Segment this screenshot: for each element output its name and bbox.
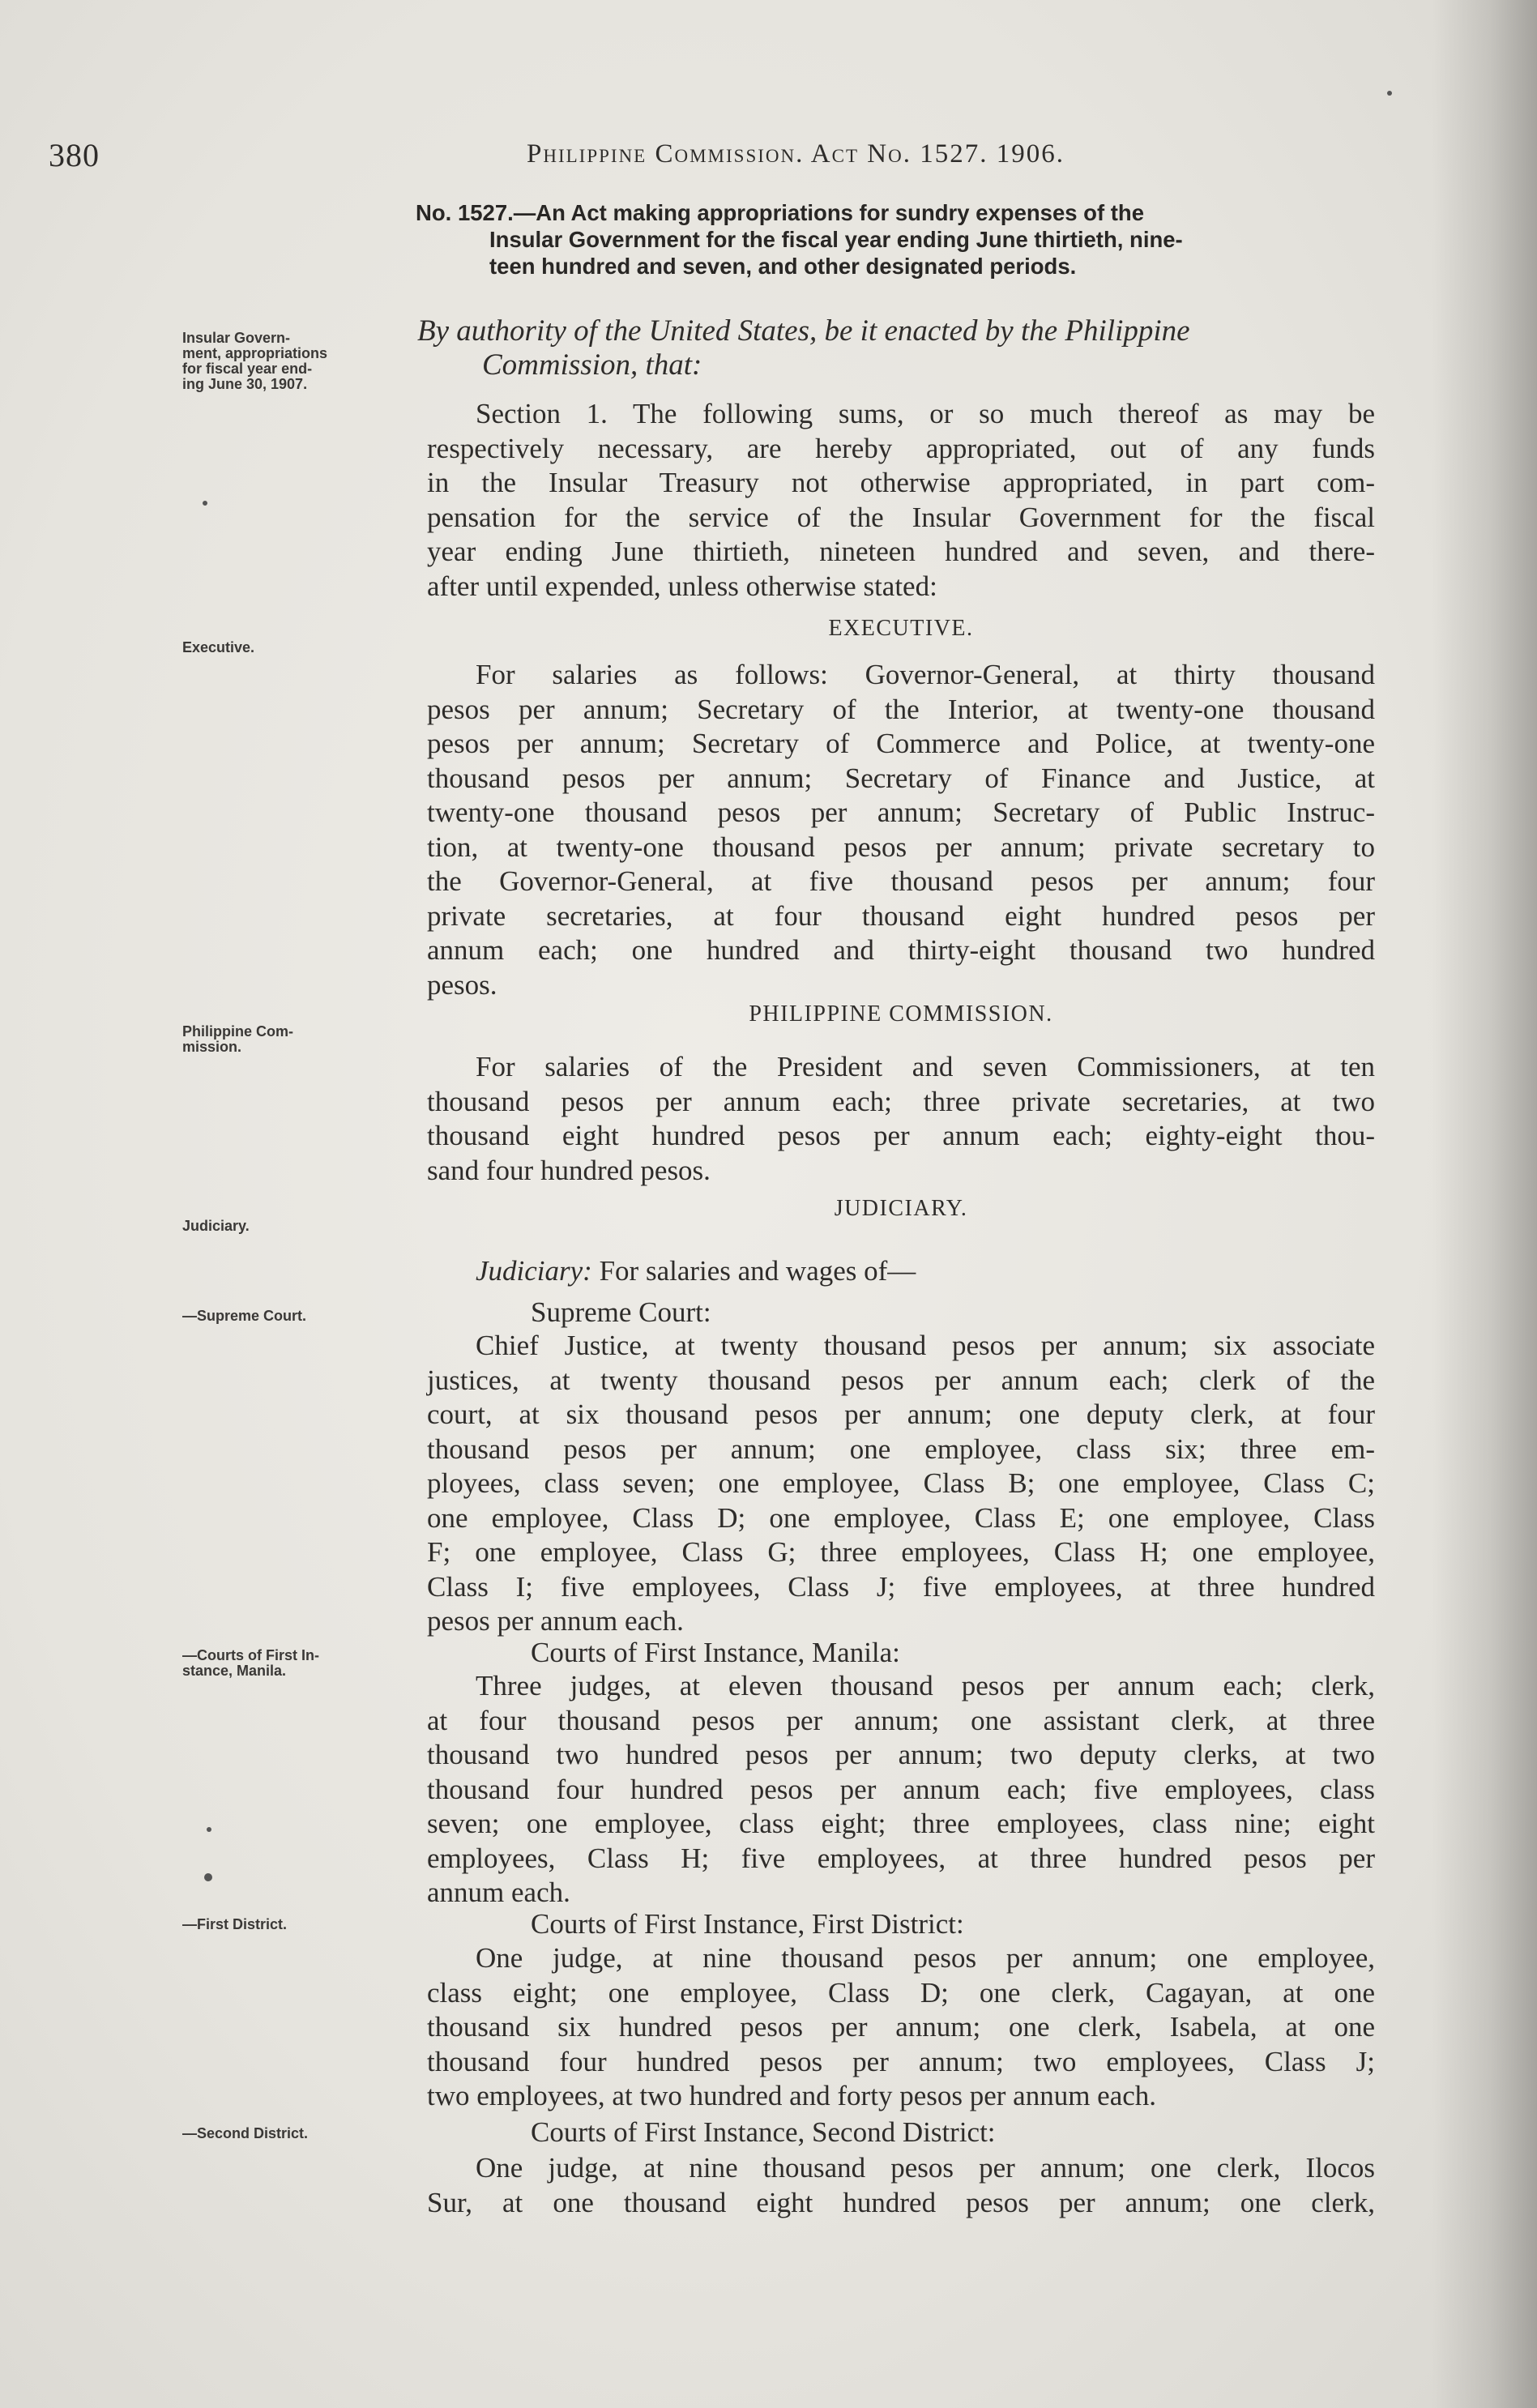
margin-note-line: Executive. xyxy=(182,639,255,655)
text-line: one employee, Class D; one employee, Class E; one employee, Class xyxy=(427,1501,1375,1534)
act-title-line: No. 1527.—An Act making appropriations for sundry expenses of the xyxy=(416,200,1145,225)
text-line: pesos per annum; Secretary of Commerce and Police, at twenty-one xyxy=(427,728,1375,759)
text-line: pensation for the service of the Insular Government for the fiscal xyxy=(427,501,1375,533)
text-line: For salaries as follows: Governor-General, at thirty thousand xyxy=(476,659,1375,690)
text-line: court, at six thousand pesos per annum; one deputy clerk, at four xyxy=(427,1398,1375,1430)
text-line: thousand eight hundred pesos per annum each; eighty-eight thou- xyxy=(427,1120,1375,1151)
manila-paragraph xyxy=(427,1669,1375,1911)
text-line: sand four hundred pesos. xyxy=(427,1154,711,1186)
margin-note-line: stance, Manila. xyxy=(182,1663,287,1679)
margin-note-line: ment, appropriations xyxy=(182,345,328,361)
margin-note-line: —Supreme Court. xyxy=(182,1308,307,1324)
text-line: annum each. xyxy=(427,1876,570,1908)
enacting-clause-line: Commission, that: xyxy=(482,348,702,382)
margin-note-line: —Courts of First In- xyxy=(182,1647,319,1663)
margin-note-manila xyxy=(182,1648,417,1679)
text-line: pesos per annum; Secretary of the Interior, at twenty-one thousand xyxy=(427,693,1375,725)
judiciary-intro-rest: For salaries and wages of— xyxy=(591,1255,916,1287)
section-1-paragraph xyxy=(427,397,1375,604)
margin-note-line: —First District. xyxy=(182,1916,288,1932)
text-line: thousand four hundred pesos per annum; two employees, Class J; xyxy=(427,2045,1375,2077)
heading-philippine-commission: PHILIPPINE COMMISSION. xyxy=(749,1001,1053,1027)
text-line: One judge, at nine thousand pesos per annum; one clerk, Ilocos xyxy=(476,2152,1375,2184)
text-line: thousand pesos per annum; Secretary of Finance and Justice, at xyxy=(427,762,1375,794)
margin-note-supreme xyxy=(182,1309,417,1324)
act-title-line: Insular Government for the fiscal year ending June thirtieth, nine- xyxy=(489,227,1183,252)
margin-note-line: for fiscal year end- xyxy=(182,361,313,377)
margin-note-first-district xyxy=(182,1917,417,1932)
page-number: 380 xyxy=(49,137,100,173)
margin-note-line: mission. xyxy=(182,1039,242,1055)
text-line: after until expended, unless otherwise stated: xyxy=(427,570,937,602)
executive-paragraph xyxy=(427,658,1375,1002)
margin-note-line: ing June 30, 1907. xyxy=(182,376,308,392)
margin-note-line: —Second District. xyxy=(182,2125,309,2141)
act-title-line: teen hundred and seven, and other designated periods. xyxy=(489,254,1077,279)
text-line: One judge, at nine thousand pesos per annum; one employee, xyxy=(476,1942,1375,1974)
text-line: thousand four hundred pesos per annum each; five employees, class xyxy=(427,1773,1375,1805)
text-line: Chief Justice, at twenty thousand pesos per annum; six associate xyxy=(476,1330,1375,1361)
judiciary-intro-italic: Judiciary: xyxy=(476,1255,592,1287)
margin-note-commission xyxy=(182,1024,417,1055)
margin-note-executive xyxy=(182,640,417,655)
text-line: Sur, at one thousand eight hundred pesos per annum; one clerk, xyxy=(427,2186,1375,2218)
enacting-clause xyxy=(417,314,1373,382)
text-line: in the Insular Treasury not otherwise appropriated, in part com- xyxy=(427,467,1375,498)
supreme-court-paragraph xyxy=(427,1329,1375,1639)
second-district-paragraph xyxy=(427,2151,1375,2220)
text-line: two employees, at two hundred and forty pesos per annum each. xyxy=(427,2080,1157,2111)
commission-paragraph xyxy=(427,1050,1375,1188)
scan-speck xyxy=(203,501,207,506)
first-district-paragraph xyxy=(427,1941,1375,2114)
text-line: thousand two hundred pesos per annum; two deputy clerks, at two xyxy=(427,1739,1375,1770)
subhead-courts-manila: Courts of First Instance, Manila: xyxy=(531,1637,900,1668)
text-line: pesos. xyxy=(427,968,497,1001)
text-line: twenty-one thousand pesos per annum; Secretary of Public Instruc- xyxy=(427,796,1375,828)
page-header xyxy=(49,136,1369,185)
subhead-first-district: Courts of First Instance, First District: xyxy=(531,1908,964,1940)
margin-note-second-district xyxy=(182,2126,417,2141)
text-line: year ending June thirtieth, nineteen hundred and seven, and there- xyxy=(427,536,1375,567)
text-line: For salaries of the President and seven Commissioners, at ten xyxy=(476,1051,1375,1082)
margin-note-line: Judiciary. xyxy=(182,1218,250,1234)
heading-executive: EXECUTIVE. xyxy=(828,616,974,641)
running-head: Philippine Commission. Act No. 1527. 1906. xyxy=(527,139,1065,169)
enacting-clause-line: By authority of the United States, be it enacted by the Philippine xyxy=(417,314,1190,348)
text-line: justices, at twenty thousand pesos per annum each; clerk of the xyxy=(427,1364,1375,1396)
text-line: seven; one employee, class eight; three employees, class nine; eight xyxy=(427,1808,1375,1839)
text-line: thousand six hundred pesos per annum; one clerk, Isabela, at one xyxy=(427,2011,1375,2043)
scan-speck xyxy=(207,1827,211,1832)
page-edge-shadow xyxy=(1432,0,1537,2408)
subhead-supreme-court: Supreme Court: xyxy=(531,1296,711,1328)
text-line: thousand pesos per annum each; three private secretaries, at two xyxy=(427,1085,1375,1117)
text-line: pesos per annum each. xyxy=(427,1605,684,1637)
text-line: annum each; one hundred and thirty-eight thousand two hundred xyxy=(427,934,1375,966)
subhead-second-district: Courts of First Instance, Second District: xyxy=(531,2116,996,2148)
text-line: ployees, class seven; one employee, Class B; one employee, Class C; xyxy=(427,1467,1375,1499)
text-line: tion, at twenty-one thousand pesos per annum; private secretary to xyxy=(427,830,1375,863)
scan-speck xyxy=(1387,91,1392,96)
act-title xyxy=(416,199,1365,280)
text-line: thousand pesos per annum; one employee, class six; three em- xyxy=(427,1432,1375,1465)
text-line: class eight; one employee, Class D; one clerk, Cagayan, at one xyxy=(427,1976,1375,2009)
text-line: at four thousand pesos per annum; one assistant clerk, at three xyxy=(427,1704,1375,1736)
text-line xyxy=(427,1254,1375,1289)
text-line: private secretaries, at four thousand eight hundred pesos per xyxy=(427,899,1375,932)
heading-judiciary: JUDICIARY. xyxy=(834,1196,968,1221)
margin-note-insular xyxy=(182,331,417,392)
scan-speck xyxy=(204,1873,212,1881)
text-line: Section 1. The following sums, or so much thereof as may be xyxy=(476,398,1375,429)
margin-note-line: Philippine Com- xyxy=(182,1023,293,1040)
text-line: respectively necessary, are hereby appropriated, out of any funds xyxy=(427,432,1375,464)
text-line: Class I; five employees, Class J; five employees, at three hundred xyxy=(427,1570,1375,1603)
text-line: employees, Class H; five employees, at three hundred pesos per xyxy=(427,1842,1375,1874)
text-line: the Governor-General, at five thousand pesos per annum; four xyxy=(427,865,1375,897)
margin-note-line: Insular Govern- xyxy=(182,330,291,346)
judiciary-intro xyxy=(427,1254,1375,1289)
text-line: Three judges, at eleven thousand pesos per annum each; clerk, xyxy=(476,1670,1375,1701)
text-line: F; one employee, Class G; three employees, Class H; one employee, xyxy=(427,1536,1375,1568)
margin-note-judiciary xyxy=(182,1219,417,1234)
